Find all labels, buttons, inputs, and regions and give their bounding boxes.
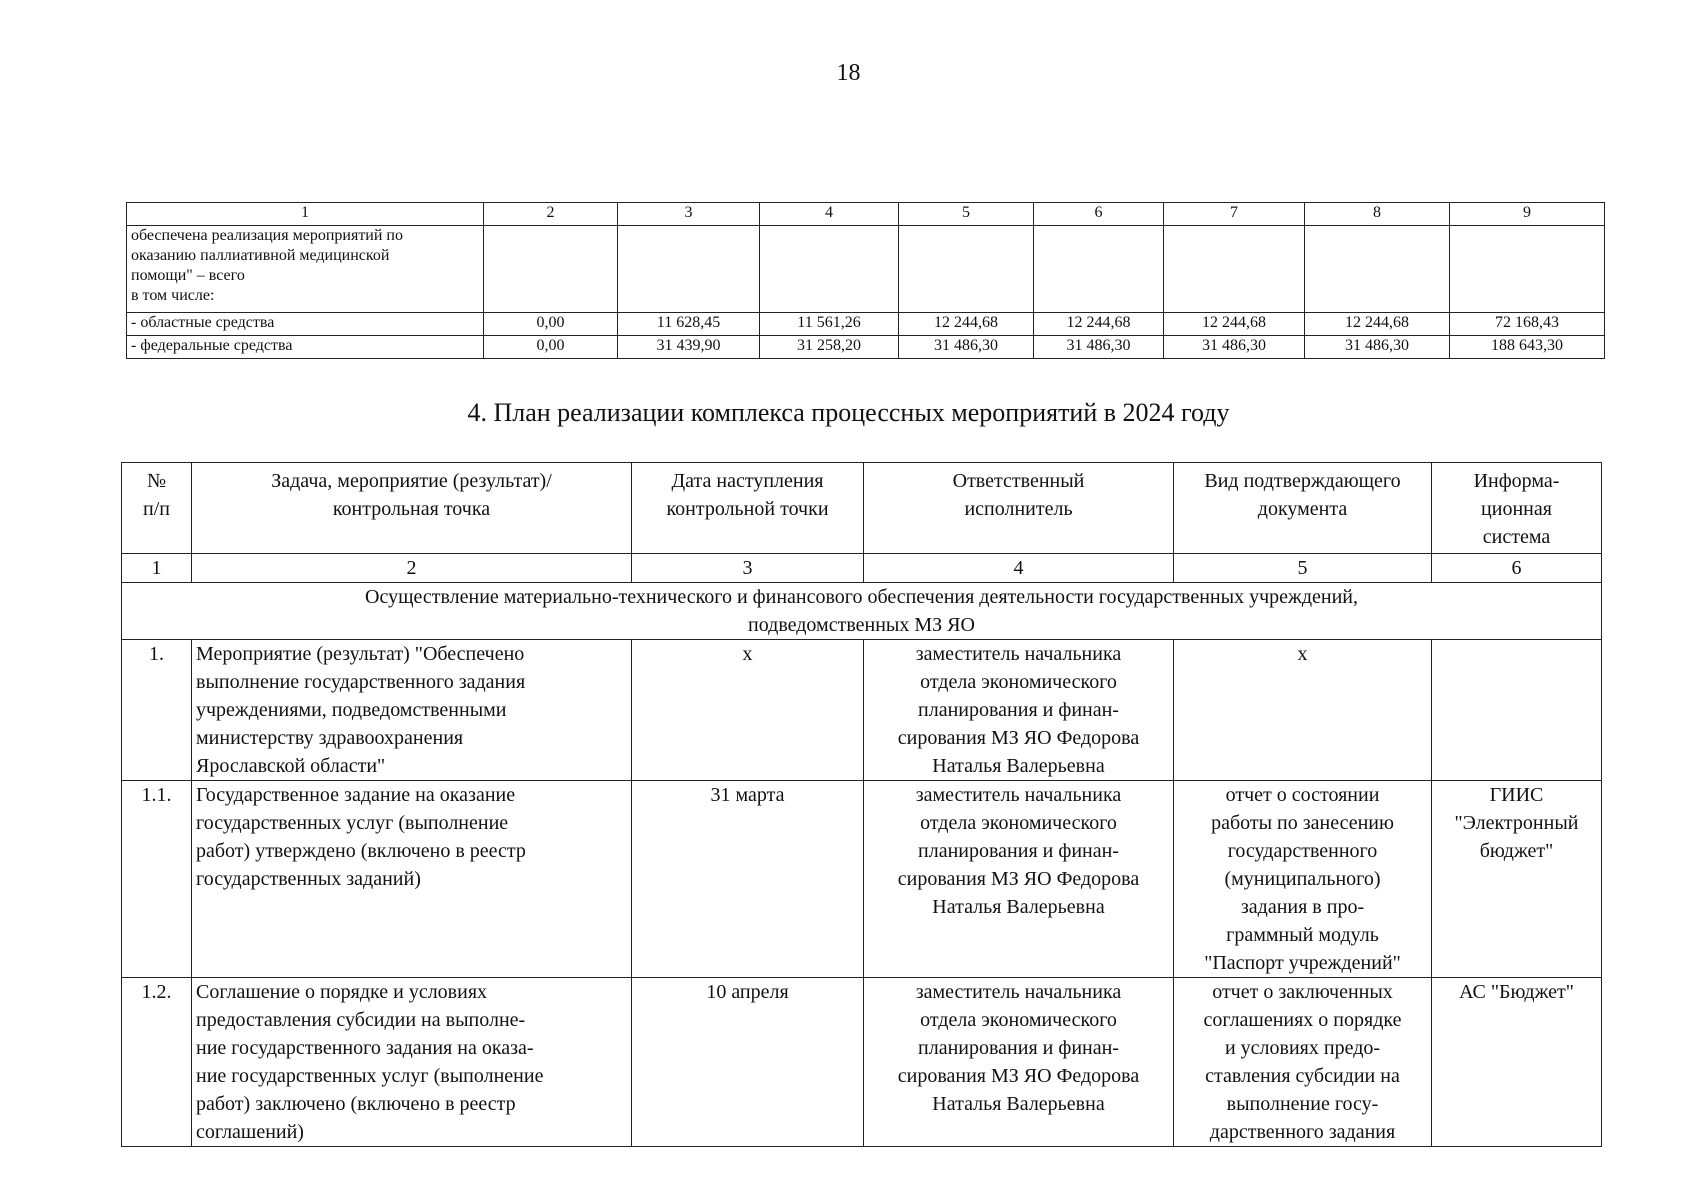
column-number: 7 <box>1164 203 1305 226</box>
task-line: предоставления субсидии на выполне- <box>196 1009 526 1031</box>
amount-cell: 0,00 <box>484 313 618 336</box>
header-cell-number <box>122 463 192 554</box>
system-line: бюджет" <box>1479 840 1554 862</box>
document-line: работы по занесению <box>1211 812 1394 834</box>
date-cell: 31 марта <box>632 781 864 978</box>
column-number: 4 <box>760 203 899 226</box>
column-number: 5 <box>899 203 1034 226</box>
row-label: - областные средства <box>127 313 484 336</box>
responsible-line: Наталья Валерьевна <box>932 755 1105 777</box>
responsible-line: сирования МЗ ЯО Федорова <box>897 1065 1140 1087</box>
row-number: 1. <box>122 640 192 781</box>
system-cell <box>1432 781 1602 978</box>
document-line: ставления субсидии на <box>1205 1065 1400 1087</box>
amount-cell: 0,00 <box>484 336 618 359</box>
plan-row <box>122 640 1602 781</box>
responsible-line: отдела экономического <box>920 812 1117 834</box>
task-line: Соглашение о порядке и условиях <box>196 981 488 1003</box>
document-line: граммный модуль <box>1226 924 1379 946</box>
responsible-line: планирования и финан- <box>918 840 1119 862</box>
empty-cell <box>618 226 760 313</box>
amount-cell: 12 244,68 <box>1164 313 1305 336</box>
description-line: обеспечена реализация мероприятий по <box>131 227 403 244</box>
description-line: в том числе: <box>131 287 215 304</box>
header-cell-system <box>1432 463 1602 554</box>
responsible-cell <box>864 978 1174 1147</box>
column-number: 5 <box>1174 554 1432 583</box>
header-cell-responsible <box>864 463 1174 554</box>
plan-row <box>122 781 1602 978</box>
task-line: выполнение государственного задания <box>196 671 526 693</box>
financing-description-row <box>127 226 1605 313</box>
system-line: "Электронный <box>1454 812 1579 834</box>
column-number: 6 <box>1034 203 1164 226</box>
responsible-cell <box>864 640 1174 781</box>
financing-header-row <box>127 203 1605 226</box>
task-line: работ) утверждено (включено в реестр <box>196 840 526 862</box>
header-line: Информа- <box>1473 470 1560 492</box>
row-number: 1.1. <box>122 781 192 978</box>
responsible-line: отдела экономического <box>920 671 1117 693</box>
task-line: государственных услуг (выполнение <box>196 812 509 834</box>
header-line: № <box>146 470 167 492</box>
task-cell <box>192 978 632 1147</box>
implementation-plan-table <box>121 462 1602 1147</box>
group-heading-row <box>122 583 1602 640</box>
responsible-cell <box>864 781 1174 978</box>
task-line: Мероприятие (результат) "Обеспечено <box>196 643 525 665</box>
responsible-line: заместитель начальника <box>915 784 1122 806</box>
header-line: контрольной точки <box>666 498 829 520</box>
financing-table <box>126 202 1605 359</box>
header-line: Задача, мероприятие (результат)/ <box>271 470 552 492</box>
column-number: 3 <box>632 554 864 583</box>
system-line: АС "Бюджет" <box>1459 981 1574 1003</box>
regional-funds-row <box>127 313 1605 336</box>
responsible-line: Наталья Валерьевна <box>932 1093 1105 1115</box>
task-line: учреждениями, подведомственными <box>196 699 507 721</box>
page-number: 18 <box>836 60 861 86</box>
amount-cell: 11 628,45 <box>618 313 760 336</box>
responsible-line: заместитель начальника <box>915 643 1122 665</box>
empty-cell <box>1164 226 1305 313</box>
responsible-line: сирования МЗ ЯО Федорова <box>897 727 1140 749</box>
row-number: 1.2. <box>122 978 192 1147</box>
amount-cell: 31 486,30 <box>1305 336 1450 359</box>
plan-row <box>122 978 1602 1147</box>
column-number: 8 <box>1305 203 1450 226</box>
description-cell <box>127 226 484 313</box>
column-number: 6 <box>1432 554 1602 583</box>
document-line: "Паспорт учреждений" <box>1204 952 1401 974</box>
column-number: 1 <box>122 554 192 583</box>
description-line: оказанию паллиативной медицинской <box>131 247 390 264</box>
empty-cell <box>1450 226 1605 313</box>
empty-cell <box>1305 226 1450 313</box>
amount-cell: 12 244,68 <box>899 313 1034 336</box>
responsible-line: отдела экономического <box>920 1009 1117 1031</box>
column-number: 4 <box>864 554 1174 583</box>
amount-cell: 31 258,20 <box>760 336 899 359</box>
responsible-line: Наталья Валерьевна <box>932 896 1105 918</box>
column-number: 1 <box>127 203 484 226</box>
responsible-line: заместитель начальника <box>915 981 1122 1003</box>
task-line: ние государственных услуг (выполнение <box>196 1065 544 1087</box>
header-line: документа <box>1257 498 1348 520</box>
responsible-line: планирования и финан- <box>918 699 1119 721</box>
amount-cell: 31 486,30 <box>1034 336 1164 359</box>
document-cell <box>1174 640 1432 781</box>
header-cell-task <box>192 463 632 554</box>
empty-cell <box>484 226 618 313</box>
header-cell-date <box>632 463 864 554</box>
description-line: помощи" – всего <box>131 267 245 284</box>
group-heading <box>122 583 1602 640</box>
column-numbers-row <box>122 554 1602 583</box>
task-cell <box>192 781 632 978</box>
document-line: государственного <box>1227 840 1378 862</box>
column-number: 2 <box>192 554 632 583</box>
empty-cell <box>1034 226 1164 313</box>
amount-cell: 188 643,30 <box>1450 336 1605 359</box>
header-line: ционная <box>1481 498 1552 520</box>
column-number: 3 <box>618 203 760 226</box>
system-cell <box>1432 978 1602 1147</box>
date-cell: 10 апреля <box>632 978 864 1147</box>
empty-cell <box>899 226 1034 313</box>
responsible-line: планирования и финан- <box>918 1037 1119 1059</box>
document-cell <box>1174 978 1432 1147</box>
document-line: и условиях предо- <box>1224 1037 1381 1059</box>
document-line: (муниципального) <box>1224 868 1381 890</box>
amount-cell: 31 486,30 <box>899 336 1034 359</box>
task-line: соглашений) <box>196 1121 304 1143</box>
header-cell-document <box>1174 463 1432 554</box>
document-line: отчет о заключенных <box>1212 981 1393 1003</box>
system-cell <box>1432 640 1602 781</box>
amount-cell: 31 486,30 <box>1164 336 1305 359</box>
header-line: Дата наступления <box>671 470 824 492</box>
header-line: п/п <box>143 498 170 520</box>
header-line: контрольная точка <box>332 498 491 520</box>
header-line: Вид подтверждающего <box>1204 470 1401 492</box>
responsible-line: сирования МЗ ЯО Федорова <box>897 868 1140 890</box>
section-title: 4. План реализации комплекса процессных мероприятий в 2024 году <box>467 398 1230 427</box>
document-line: дарственного задания <box>1209 1121 1396 1143</box>
header-line: система <box>1482 526 1551 548</box>
amount-cell: 31 439,90 <box>618 336 760 359</box>
group-heading-line: подведомственных МЗ ЯО <box>748 614 975 636</box>
system-line: ГИИС <box>1489 784 1544 806</box>
document-line: х <box>1297 643 1308 665</box>
task-line: Государственное задание на оказание <box>196 784 516 806</box>
column-number: 9 <box>1450 203 1605 226</box>
amount-cell: 12 244,68 <box>1305 313 1450 336</box>
amount-cell: 11 561,26 <box>760 313 899 336</box>
task-line: министерству здравоохранения <box>196 727 464 749</box>
task-line: государственных заданий) <box>196 868 421 890</box>
group-heading-line: Осуществление материально-технического и финансового обеспечения деятельности государственных учреждений, <box>365 586 1358 608</box>
federal-funds-row <box>127 336 1605 359</box>
task-cell <box>192 640 632 781</box>
row-label: - федеральные средства <box>127 336 484 359</box>
document-cell <box>1174 781 1432 978</box>
header-line: Ответственный <box>952 470 1085 492</box>
plan-header-row <box>122 463 1602 554</box>
task-line: работ) заключено (включено в реестр <box>196 1093 516 1115</box>
document-line: соглашениях о порядке <box>1203 1009 1402 1031</box>
amount-cell: 72 168,43 <box>1450 313 1605 336</box>
task-line: Ярославской области" <box>196 755 386 777</box>
document-line: задания в про- <box>1240 896 1365 918</box>
empty-cell <box>760 226 899 313</box>
document-line: выполнение госу- <box>1226 1093 1379 1115</box>
date-cell: х <box>632 640 864 781</box>
header-line: исполнитель <box>964 498 1073 520</box>
document-line: отчет о состоянии <box>1225 784 1380 806</box>
task-line: ние государственного задания на оказа- <box>196 1037 534 1059</box>
amount-cell: 12 244,68 <box>1034 313 1164 336</box>
column-number: 2 <box>484 203 618 226</box>
